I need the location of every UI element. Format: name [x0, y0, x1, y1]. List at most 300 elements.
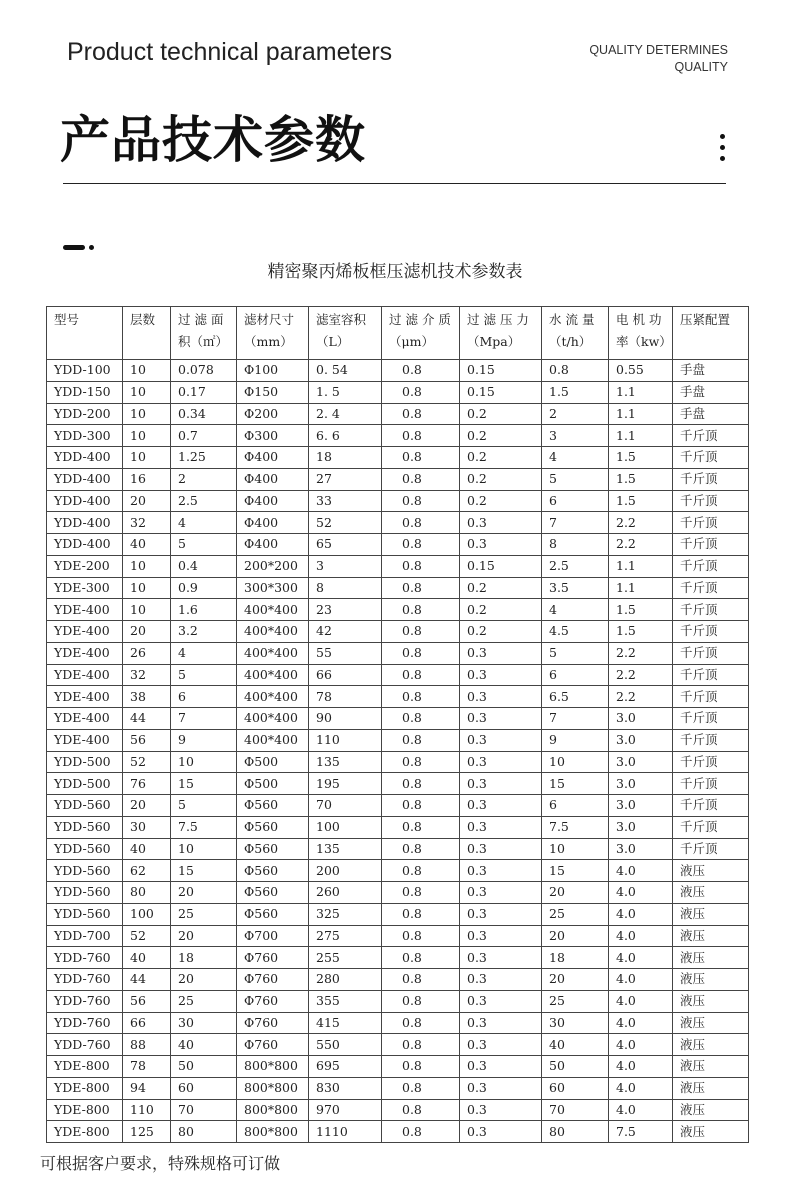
table-cell: YDD-400 [47, 468, 123, 490]
table-cell: 15 [171, 773, 237, 795]
table-cell: 2.5 [171, 490, 237, 512]
table-cell: 液压 [673, 925, 749, 947]
column-header [382, 307, 460, 360]
table-cell: 液压 [673, 947, 749, 969]
table-row [47, 577, 749, 599]
table-cell: 0.8 [382, 795, 460, 817]
table-cell: 千斤顶 [673, 838, 749, 860]
table-cell: 0.3 [460, 664, 542, 686]
table-cell: 千斤顶 [673, 816, 749, 838]
table-cell: YDD-560 [47, 882, 123, 904]
table-row [47, 447, 749, 469]
table-cell: 20 [171, 925, 237, 947]
table-cell: 33 [309, 490, 382, 512]
slogan [589, 42, 728, 76]
table-cell: 325 [309, 903, 382, 925]
table-cell: 液压 [673, 1121, 749, 1143]
table-cell: 2.2 [609, 512, 673, 534]
table-cell: 44 [123, 708, 171, 730]
table-cell: 手盘 [673, 403, 749, 425]
table-cell: 100 [309, 816, 382, 838]
table-cell: 695 [309, 1056, 382, 1078]
column-header-line: 层数 [130, 312, 156, 327]
table-cell: 千斤顶 [673, 425, 749, 447]
table-cell: 60 [171, 1077, 237, 1099]
table-cell: YDD-560 [47, 860, 123, 882]
table-cell: YDD-700 [47, 925, 123, 947]
table-cell: 70 [309, 795, 382, 817]
table-cell: 400*400 [237, 686, 309, 708]
table-cell: Φ400 [237, 534, 309, 556]
table-cell: 15 [542, 860, 609, 882]
table-cell: 25 [542, 903, 609, 925]
table-cell: 20 [171, 969, 237, 991]
table-cell: 千斤顶 [673, 512, 749, 534]
table-row [47, 925, 749, 947]
table-cell: 1.5 [609, 599, 673, 621]
table-cell: 90 [309, 708, 382, 730]
table-cell: 0.7 [171, 425, 237, 447]
column-header-line: 过 滤 压 力 [467, 312, 529, 327]
table-cell: YDE-300 [47, 577, 123, 599]
table-cell: 3.0 [609, 838, 673, 860]
table-cell: YDD-760 [47, 1012, 123, 1034]
table-cell: 280 [309, 969, 382, 991]
table-cell: 0.2 [460, 403, 542, 425]
column-header-line: （L） [316, 334, 350, 349]
table-cell: Φ200 [237, 403, 309, 425]
table-cell: 0.2 [460, 425, 542, 447]
table-cell: 800*800 [237, 1077, 309, 1099]
table-cell: 4.0 [609, 882, 673, 904]
table-cell: YDD-150 [47, 381, 123, 403]
table-cell: 3.5 [542, 577, 609, 599]
table-cell: 2 [542, 403, 609, 425]
table-cell: 56 [123, 990, 171, 1012]
table-row [47, 1121, 749, 1143]
table-cell: 3.2 [171, 621, 237, 643]
table-cell: 液压 [673, 969, 749, 991]
table-cell: 200*200 [237, 555, 309, 577]
table-cell: Φ560 [237, 860, 309, 882]
table-cell: 0.8 [382, 1121, 460, 1143]
table-cell: 0.3 [460, 686, 542, 708]
table-cell: 6 [542, 795, 609, 817]
table-cell: 0.8 [382, 686, 460, 708]
table-row [47, 1012, 749, 1034]
table-cell: 10 [542, 838, 609, 860]
table-cell: 0.8 [382, 360, 460, 382]
parameters-table [46, 306, 749, 1143]
table-cell: 88 [123, 1034, 171, 1056]
table-cell: 1.25 [171, 447, 237, 469]
table-cell: 1.5 [609, 490, 673, 512]
table-cell: 110 [309, 729, 382, 751]
table-cell: 25 [171, 903, 237, 925]
table-cell: 40 [123, 534, 171, 556]
table-cell: 0.8 [382, 1034, 460, 1056]
table-cell: 38 [123, 686, 171, 708]
table-cell: 2.2 [609, 664, 673, 686]
table-row [47, 860, 749, 882]
table-cell: 27 [309, 468, 382, 490]
table-cell: 355 [309, 990, 382, 1012]
table-cell: 415 [309, 1012, 382, 1034]
table-cell: 0.34 [171, 403, 237, 425]
table-cell: 7.5 [171, 816, 237, 838]
table-cell: 125 [123, 1121, 171, 1143]
table-row [47, 425, 749, 447]
table-cell: YDD-560 [47, 795, 123, 817]
table-row [47, 773, 749, 795]
table-cell: 0.2 [460, 490, 542, 512]
table-cell: 18 [309, 447, 382, 469]
table-row [47, 1099, 749, 1121]
table-cell: 4.0 [609, 947, 673, 969]
table-cell: 3 [309, 555, 382, 577]
table-cell: 千斤顶 [673, 773, 749, 795]
table-cell: 275 [309, 925, 382, 947]
table-cell: 千斤顶 [673, 686, 749, 708]
table-cell: 1.5 [609, 468, 673, 490]
table-cell: 76 [123, 773, 171, 795]
table-cell: 千斤顶 [673, 751, 749, 773]
column-header-line: 型号 [54, 312, 80, 327]
table-cell: 0.3 [460, 1077, 542, 1099]
table-cell: 52 [123, 925, 171, 947]
table-cell: 0.8 [382, 577, 460, 599]
table-row [47, 751, 749, 773]
table-cell: 800*800 [237, 1121, 309, 1143]
table-cell: YDE-400 [47, 708, 123, 730]
table-cell: 液压 [673, 1034, 749, 1056]
table-cell: 4.0 [609, 1034, 673, 1056]
table-cell: 0.3 [460, 1034, 542, 1056]
table-cell: YDE-400 [47, 599, 123, 621]
table-cell: 32 [123, 512, 171, 534]
table-cell: YDD-560 [47, 903, 123, 925]
table-row [47, 360, 749, 382]
table-cell: 7.5 [609, 1121, 673, 1143]
table-cell: 44 [123, 969, 171, 991]
table-cell: 800*800 [237, 1099, 309, 1121]
column-header-line: 水 流 量 [549, 312, 595, 327]
table-cell: 78 [309, 686, 382, 708]
table-cell: 135 [309, 751, 382, 773]
column-header-line: 电 机 功 [616, 312, 662, 327]
table-cell: 40 [123, 838, 171, 860]
table-cell: 40 [123, 947, 171, 969]
table-cell: 0.3 [460, 1056, 542, 1078]
table-cell: 0.3 [460, 969, 542, 991]
table-cell: 300*300 [237, 577, 309, 599]
table-cell: 30 [542, 1012, 609, 1034]
table-cell: Φ300 [237, 425, 309, 447]
table-cell: 液压 [673, 1099, 749, 1121]
table-cell: 2.2 [609, 642, 673, 664]
table-cell: 0.3 [460, 642, 542, 664]
table-cell: 20 [542, 925, 609, 947]
table-cell: 10 [542, 751, 609, 773]
table-row [47, 555, 749, 577]
table-cell: 62 [123, 860, 171, 882]
column-header-line: （mm） [244, 334, 293, 349]
table-cell: 6 [542, 490, 609, 512]
table-row [47, 512, 749, 534]
table-cell: 40 [542, 1034, 609, 1056]
table-row [47, 490, 749, 512]
table-cell: 0.8 [382, 1077, 460, 1099]
table-row [47, 664, 749, 686]
table-cell: 0.8 [382, 555, 460, 577]
table-row [47, 795, 749, 817]
table-cell: 1.1 [609, 403, 673, 425]
table-cell: 千斤顶 [673, 642, 749, 664]
table-cell: 80 [171, 1121, 237, 1143]
table-cell: Φ560 [237, 838, 309, 860]
table-row [47, 816, 749, 838]
table-cell: 0.3 [460, 751, 542, 773]
table-row [47, 990, 749, 1012]
column-header-line: 率（kw） [616, 334, 672, 349]
table-cell: 10 [171, 838, 237, 860]
table-cell: Φ760 [237, 1012, 309, 1034]
table-cell: 1.1 [609, 381, 673, 403]
table-cell: Φ400 [237, 512, 309, 534]
column-header-line: （t/h） [549, 334, 592, 349]
table-cell: 2 [171, 468, 237, 490]
dot-decoration-icon [89, 245, 94, 250]
table-cell: 4.5 [542, 621, 609, 643]
table-cell: 20 [123, 621, 171, 643]
table-cell: 110 [123, 1099, 171, 1121]
table-cell: 66 [309, 664, 382, 686]
table-cell: 液压 [673, 882, 749, 904]
table-cell: 66 [123, 1012, 171, 1034]
table-cell: 10 [123, 447, 171, 469]
table-cell: 0.8 [382, 534, 460, 556]
table-cell: 9 [542, 729, 609, 751]
table-cell: 5 [542, 468, 609, 490]
table-cell: 0.3 [460, 947, 542, 969]
table-cell: 20 [542, 882, 609, 904]
table-cell: 20 [171, 882, 237, 904]
table-cell: 52 [123, 751, 171, 773]
table-cell: 0.3 [460, 1012, 542, 1034]
table-cell: 16 [123, 468, 171, 490]
table-cell: 10 [123, 381, 171, 403]
table-cell: YDD-760 [47, 1034, 123, 1056]
table-cell: 4 [171, 642, 237, 664]
table-cell: 0.15 [460, 555, 542, 577]
column-header-line: 压紧配置 [680, 312, 731, 327]
table-cell: 4.0 [609, 1056, 673, 1078]
table-cell: 3.0 [609, 816, 673, 838]
column-header [123, 307, 171, 360]
table-row [47, 1077, 749, 1099]
table-cell: YDD-400 [47, 490, 123, 512]
table-cell: 400*400 [237, 729, 309, 751]
table-cell: 2.5 [542, 555, 609, 577]
chinese-title: 产品技术参数 [60, 111, 366, 169]
table-cell: 135 [309, 838, 382, 860]
table-cell: 10 [123, 555, 171, 577]
table-cell: Φ150 [237, 381, 309, 403]
table-cell: 0.3 [460, 816, 542, 838]
table-row [47, 468, 749, 490]
table-row [47, 882, 749, 904]
table-cell: 液压 [673, 860, 749, 882]
table-cell: 40 [171, 1034, 237, 1056]
table-cell: 0.8 [542, 360, 609, 382]
table-cell: 液压 [673, 1012, 749, 1034]
table-row [47, 621, 749, 643]
table-cell: 4.0 [609, 990, 673, 1012]
column-header-line: 过 滤 面 [178, 312, 224, 327]
table-cell: 8 [309, 577, 382, 599]
table-cell: YDE-400 [47, 621, 123, 643]
table-cell: 10 [171, 751, 237, 773]
table-cell: 100 [123, 903, 171, 925]
table-cell: 0. 54 [309, 360, 382, 382]
table-cell: 0.8 [382, 838, 460, 860]
table-cell: 1.6 [171, 599, 237, 621]
table-cell: Φ560 [237, 882, 309, 904]
table-cell: 5 [171, 534, 237, 556]
table-cell: 94 [123, 1077, 171, 1099]
table-cell: 液压 [673, 903, 749, 925]
table-cell: YDD-400 [47, 447, 123, 469]
table-cell: 千斤顶 [673, 468, 749, 490]
table-cell: 30 [123, 816, 171, 838]
table-cell: 0.3 [460, 534, 542, 556]
table-row [47, 903, 749, 925]
table-cell: 0.8 [382, 381, 460, 403]
table-cell: 0.8 [382, 751, 460, 773]
table-cell: 25 [542, 990, 609, 1012]
table-cell: Φ400 [237, 490, 309, 512]
table-cell: 手盘 [673, 381, 749, 403]
table-title: 精密聚丙烯板框压滤机技术参数表 [267, 262, 523, 282]
table-cell: YDE-800 [47, 1077, 123, 1099]
table-cell: 78 [123, 1056, 171, 1078]
table-cell: 0.8 [382, 403, 460, 425]
table-cell: 0.3 [460, 882, 542, 904]
table-cell: 7.5 [542, 816, 609, 838]
table-cell: Φ560 [237, 816, 309, 838]
table-cell: 10 [123, 425, 171, 447]
table-cell: 830 [309, 1077, 382, 1099]
table-cell: YDD-400 [47, 534, 123, 556]
table-cell: 30 [171, 1012, 237, 1034]
table-cell: Φ760 [237, 1034, 309, 1056]
table-cell: 255 [309, 947, 382, 969]
dash-decoration-icon [63, 245, 85, 250]
table-cell: 1.5 [542, 381, 609, 403]
table-cell: 3.0 [609, 751, 673, 773]
table-row [47, 729, 749, 751]
table-cell: YDE-400 [47, 729, 123, 751]
table-cell: 3 [542, 425, 609, 447]
table-cell: 0.3 [460, 1099, 542, 1121]
table-cell: 4.0 [609, 969, 673, 991]
table-cell: 18 [542, 947, 609, 969]
table-cell: 0.8 [382, 925, 460, 947]
table-cell: Φ700 [237, 925, 309, 947]
table-cell: 0.17 [171, 381, 237, 403]
table-cell: 0.2 [460, 468, 542, 490]
table-row [47, 403, 749, 425]
table-cell: 7 [542, 512, 609, 534]
table-header-row [47, 307, 749, 360]
table-row [47, 838, 749, 860]
table-cell: Φ760 [237, 990, 309, 1012]
table-cell: 400*400 [237, 642, 309, 664]
table-cell: 550 [309, 1034, 382, 1056]
table-cell: 液压 [673, 1077, 749, 1099]
table-cell: 4.0 [609, 903, 673, 925]
table-cell: 55 [309, 642, 382, 664]
table-cell: 26 [123, 642, 171, 664]
table-cell: 0.8 [382, 729, 460, 751]
table-cell: 1.5 [609, 447, 673, 469]
column-header-line: 积（㎡） [178, 334, 229, 349]
table-cell: 60 [542, 1077, 609, 1099]
table-cell: 0.8 [382, 621, 460, 643]
table-cell: 3.0 [609, 795, 673, 817]
table-cell: Φ400 [237, 447, 309, 469]
table-cell: 4.0 [609, 1012, 673, 1034]
table-cell: 0.3 [460, 838, 542, 860]
table-cell: 0.8 [382, 425, 460, 447]
table-cell: 25 [171, 990, 237, 1012]
table-cell: YDE-400 [47, 664, 123, 686]
table-cell: 0.3 [460, 903, 542, 925]
table-cell: YDE-800 [47, 1056, 123, 1078]
table-cell: 15 [171, 860, 237, 882]
table-cell: 4.0 [609, 1077, 673, 1099]
table-cell: 0.8 [382, 490, 460, 512]
table-cell: 4 [171, 512, 237, 534]
table-cell: 400*400 [237, 599, 309, 621]
table-cell: 400*400 [237, 664, 309, 686]
table-cell: YDD-760 [47, 990, 123, 1012]
table-row [47, 708, 749, 730]
table-cell: 8 [542, 534, 609, 556]
table-cell: 0.8 [382, 860, 460, 882]
table-cell: 20 [542, 969, 609, 991]
table-cell: 千斤顶 [673, 534, 749, 556]
table-row [47, 686, 749, 708]
table-cell: 20 [123, 490, 171, 512]
column-header [47, 307, 123, 360]
table-cell: 千斤顶 [673, 795, 749, 817]
column-header-line: 过 滤 介 质 [389, 312, 451, 327]
table-cell: 0.8 [382, 468, 460, 490]
table-cell: 6 [542, 664, 609, 686]
table-cell: 50 [542, 1056, 609, 1078]
table-cell: 400*400 [237, 621, 309, 643]
table-cell: 0.8 [382, 882, 460, 904]
table-cell: 0.15 [460, 381, 542, 403]
column-header [542, 307, 609, 360]
custom-order-note: 可根据客户要求，特殊规格可订做 [40, 1154, 281, 1173]
table-cell: 4.0 [609, 860, 673, 882]
table-cell: YDD-760 [47, 969, 123, 991]
table-cell: YDE-400 [47, 642, 123, 664]
table-cell: 56 [123, 729, 171, 751]
table-cell: 7 [542, 708, 609, 730]
